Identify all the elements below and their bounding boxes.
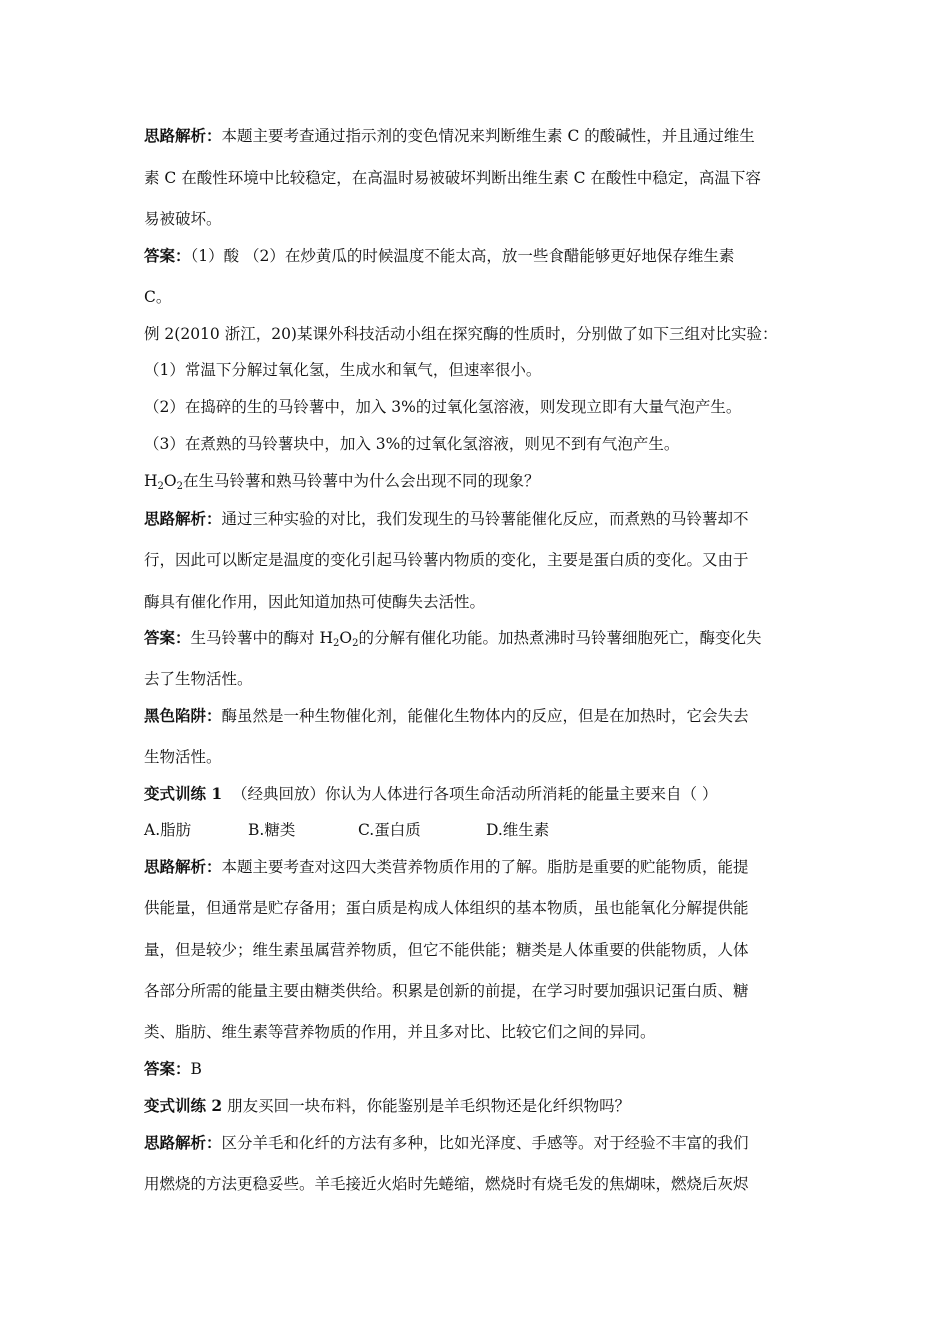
line-text: C。	[144, 288, 172, 306]
text-line	[144, 898, 816, 918]
line-text: 易被破坏。	[144, 210, 222, 228]
line-text: 类、脂肪、维生素等营养物质的作用，并且多对比、比较它们之间的异同。	[144, 1023, 656, 1041]
line-text: 通过三种实验的对比，我们发现生的马铃薯能催化反应，而煮熟的马铃薯却不	[221, 510, 749, 528]
text-line	[144, 360, 816, 380]
text-line	[144, 747, 816, 767]
text-line	[144, 246, 816, 266]
section-label: 思路解析：	[144, 509, 222, 528]
text-line	[144, 287, 816, 307]
text-line	[144, 209, 816, 229]
line-text: 酶虽然是一种生物催化剂，能催化生物体内的反应，但是在加热时，它会失去	[221, 707, 749, 725]
line-text: （3）在煮熟的马铃薯块中，加入 3%的过氧化氢溶液，则见不到有气泡产生。	[144, 435, 680, 453]
option-b: B.糖类	[248, 821, 296, 839]
text-line	[144, 784, 816, 804]
section-label: 变式训练 2	[144, 1096, 223, 1115]
text-line	[144, 1174, 816, 1194]
line-text: 本题主要考查对这四大类营养物质作用的了解。脂肪是重要的贮能物质，能提	[221, 858, 749, 876]
line-text: 朋友买回一块布料，你能鉴别是羊毛织物还是化纤织物吗？	[222, 1097, 631, 1115]
options-line	[144, 820, 816, 840]
section-label: 变式训练 1	[144, 784, 223, 803]
line-text: 行，因此可以断定是温度的变化引起马铃薯内物质的变化，主要是蛋白质的变化。又由于	[144, 551, 749, 569]
line-text: 各部分所需的能量主要由糖类供给。积累是创新的前提，在学习时要加强识记蛋白质、糖	[144, 982, 749, 1000]
line-text: （1）常温下分解过氧化氢，生成水和氧气，但速率很小。	[144, 361, 542, 379]
section-label: 答案：	[144, 628, 191, 647]
option-d: D.维生素	[486, 821, 550, 839]
text-line	[144, 706, 816, 726]
line-text: 本题主要考查通过指示剂的变色情况来判断维生素 C 的酸碱性，并且通过维生	[221, 127, 755, 145]
text-line	[144, 940, 816, 960]
text-line	[144, 1059, 816, 1079]
text-line	[144, 592, 816, 612]
text-line	[144, 981, 816, 1001]
section-label: 答案：	[144, 1059, 191, 1078]
text-line: 答案：生马铃薯中的酶对 $H_2O_2$的分解有催化功能。加热煮沸时马铃薯细胞死亡，酶变化失	[144, 628, 762, 649]
option-a: A.脂肪	[144, 821, 192, 839]
section-label: 思路解析：	[144, 1133, 222, 1152]
line-text: 区分羊毛和化纤的方法有多种，比如光泽度、手感等。对于经验不丰富的我们	[221, 1134, 749, 1152]
line-text: （2）在捣碎的生的马铃薯中，加入 3%的过氧化氢溶液，则发现立即有大量气泡产生。	[144, 398, 742, 416]
line-text: B	[190, 1060, 202, 1078]
section-label: 思路解析：	[144, 126, 222, 145]
text-line: $H_2O_2$在生马铃薯和熟马铃薯中为什么会出现不同的现象？	[144, 472, 540, 492]
line-text: （1）酸 （2）在炒黄瓜的时候温度不能太高，放一些食醋能够更好地保存维生素	[190, 247, 735, 265]
line-text: 用燃烧的方法更稳妥些。羊毛接近火焰时先蜷缩，燃烧时有烧毛发的焦煳味，燃烧后灰烬	[144, 1175, 749, 1193]
line-text: 酶具有催化作用，因此知道加热可使酶失去活性。	[144, 593, 486, 611]
text-line	[144, 550, 816, 570]
text-line	[144, 857, 816, 877]
line-text: 生物活性。	[144, 748, 222, 766]
line-text: 量，但是较少；维生素虽属营养物质，但它不能供能；糖类是人体重要的供能物质，人体	[144, 941, 749, 959]
section-label: 黑色陷阱：	[144, 706, 222, 725]
text-line	[144, 509, 816, 529]
line-text: 去了生物活性。	[144, 670, 253, 688]
line-text: （经典回放）你认为人体进行各项生命活动所消耗的能量主要来自（ ）	[232, 785, 718, 803]
text-line	[144, 1022, 816, 1042]
text-line	[144, 168, 816, 188]
text-line	[144, 434, 816, 454]
text-line	[144, 1096, 816, 1116]
option-c: C.蛋白质	[358, 821, 421, 839]
line-text: 例 2(2010 浙江，20)某课外科技活动小组在探究酶的性质时，分别做了如下三组对比实验：	[144, 325, 778, 343]
text-line	[144, 669, 816, 689]
section-label: 思路解析：	[144, 857, 222, 876]
text-line	[144, 126, 816, 146]
text-line	[144, 397, 816, 417]
text-line	[144, 1133, 816, 1153]
text-line	[144, 324, 816, 344]
line-text: 素 C 在酸性环境中比较稳定，在高温时易被破坏判断出维生素 C 在酸性中稳定，高温下容	[144, 169, 761, 187]
line-text: 供能量，但通常是贮存备用；蛋白质是构成人体组织的基本物质，虽也能氧化分解提供能	[144, 899, 749, 917]
section-label: 答案：	[144, 246, 191, 265]
